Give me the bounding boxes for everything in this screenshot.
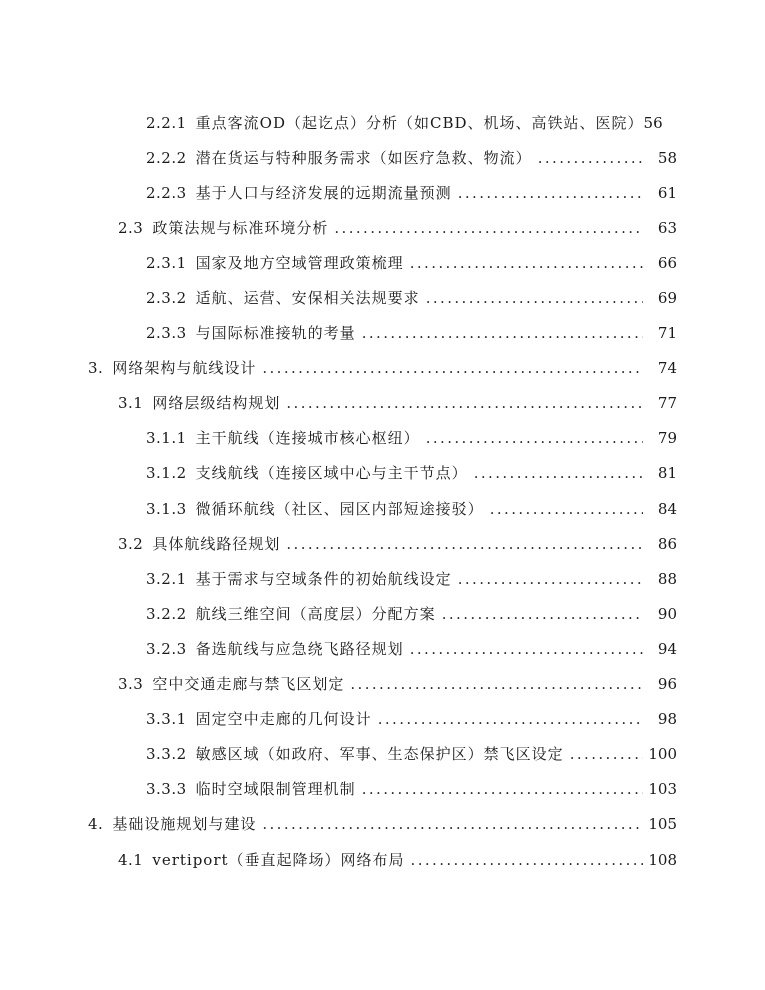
toc-entry-title: 临时空域限制管理机制 — [195, 780, 356, 799]
toc-entry-number: 3. — [88, 359, 104, 378]
toc-entry-title: 具体航线路径规划 — [152, 534, 281, 553]
toc-entry-number: 2.2.1 — [146, 113, 187, 132]
toc-entry-page-number: 84 — [657, 499, 677, 518]
toc-entry-page-number: 94 — [657, 639, 677, 658]
toc-entry[interactable] — [0, 421, 765, 456]
toc-entry-number: 3.2 — [118, 534, 144, 553]
toc-dot-leader — [378, 709, 643, 729]
toc-entry-title: 适航、运营、安保相关法规要求 — [195, 289, 420, 308]
toc-entry-page-number: 103 — [648, 780, 677, 799]
toc-entry-page-number: 77 — [657, 394, 677, 413]
toc-entry-page-number: 63 — [657, 218, 677, 237]
toc-entry-title: 敏感区域（如政府、军事、生态保护区）禁飞区设定 — [195, 745, 564, 764]
toc-entry-title: 空中交通走廊与禁飞区划定 — [152, 675, 345, 694]
toc-dot-leader — [362, 779, 643, 799]
toc-entry-page-number: 90 — [657, 604, 677, 623]
toc-entry[interactable] — [0, 631, 765, 666]
toc-entry-number: 3.2.2 — [146, 604, 187, 623]
toc-dot-leader — [362, 323, 643, 343]
toc-dot-leader — [570, 744, 643, 764]
toc-entry-title: 网络架构与航线设计 — [112, 359, 257, 378]
toc-entry[interactable] — [0, 737, 765, 772]
toc-entry-title: 固定空中走廊的几何设计 — [195, 710, 372, 729]
toc-entry-number: 3.3.1 — [146, 710, 187, 729]
toc-entry[interactable] — [0, 491, 765, 526]
toc-dot-leader — [410, 639, 643, 659]
toc-entry-number: 3.3.2 — [146, 745, 187, 764]
toc-entry[interactable] — [0, 456, 765, 491]
toc-entry-title: 国家及地方空域管理政策梳理 — [195, 253, 404, 272]
toc-entry[interactable] — [0, 561, 765, 596]
toc-entry-title: 微循环航线（社区、园区内部短途接驳） — [195, 499, 484, 518]
toc-entry-title: 与国际标准接轨的考量 — [195, 324, 356, 343]
toc-entry-number: 2.2.3 — [146, 183, 187, 202]
toc-entry-page-number: 81 — [657, 464, 677, 483]
toc-entry-page-number: 58 — [657, 148, 677, 167]
table-of-contents — [0, 105, 765, 877]
toc-entry-number: 4.1 — [118, 850, 144, 869]
toc-entry[interactable] — [0, 807, 765, 842]
toc-entry-number: 2.3.2 — [146, 289, 187, 308]
toc-entry-page-number: 74 — [657, 359, 677, 378]
toc-dot-leader — [490, 499, 643, 519]
toc-entry-number: 3.1.3 — [146, 499, 187, 518]
toc-entry-title: 备选航线与应急绕飞路径规划 — [195, 639, 404, 658]
toc-dot-leader — [262, 358, 643, 378]
toc-entry-title: 支线航线（连接区域中心与主干节点） — [195, 464, 468, 483]
toc-entry-page-number: 69 — [657, 289, 677, 308]
toc-dot-leader — [410, 253, 643, 273]
toc-entry-number: 3.3 — [118, 675, 144, 694]
toc-dot-leader — [442, 604, 643, 624]
toc-entry[interactable] — [0, 772, 765, 807]
toc-entry[interactable] — [0, 702, 765, 737]
toc-entry-page-number: 61 — [657, 183, 677, 202]
toc-entry-page-number: 100 — [648, 745, 677, 764]
toc-dot-leader — [458, 183, 643, 203]
toc-dot-leader — [458, 569, 643, 589]
toc-entry-title: 重点客流OD（起讫点）分析（如CBD、机场、高铁站、医院） — [195, 113, 644, 132]
toc-entry-title: 基础设施规划与建设 — [112, 815, 257, 834]
toc-entry[interactable] — [0, 175, 765, 210]
toc-entry[interactable] — [0, 596, 765, 631]
toc-entry-page-number: 98 — [657, 710, 677, 729]
toc-dot-leader — [426, 288, 643, 308]
toc-entry[interactable] — [0, 105, 765, 140]
toc-entry-title: 潜在货运与特种服务需求（如医疗急救、物流） — [195, 148, 532, 167]
toc-entry-title: 基于人口与经济发展的远期流量预测 — [195, 183, 452, 202]
toc-entry[interactable] — [0, 245, 765, 280]
toc-entry-page-number: 96 — [657, 675, 677, 694]
toc-entry[interactable] — [0, 280, 765, 315]
toc-dot-leader — [426, 428, 643, 448]
toc-entry-number: 3.2.3 — [146, 639, 187, 658]
toc-entry-title: 基于需求与空域条件的初始航线设定 — [195, 569, 452, 588]
toc-entry-page-number: 79 — [657, 429, 677, 448]
toc-entry-number: 4. — [88, 815, 104, 834]
toc-entry[interactable] — [0, 842, 765, 877]
toc-entry-page-number: 71 — [657, 324, 677, 343]
toc-entry-number: 3.2.1 — [146, 569, 187, 588]
toc-entry-number: 2.3.3 — [146, 324, 187, 343]
toc-entry[interactable] — [0, 210, 765, 245]
toc-entry-number: 2.2.2 — [146, 148, 187, 167]
toc-entry[interactable] — [0, 140, 765, 175]
toc-dot-leader — [286, 534, 643, 554]
toc-entry-page-number: 108 — [648, 850, 677, 869]
toc-dot-leader — [411, 850, 643, 870]
toc-entry-title: 主干航线（连接城市核心枢纽） — [195, 429, 420, 448]
toc-entry-title: 政策法规与标准环境分析 — [152, 218, 329, 237]
toc-entry-title: vertiport（垂直起降场）网络布局 — [152, 850, 405, 869]
toc-entry[interactable] — [0, 386, 765, 421]
toc-entry-page-number: 88 — [657, 569, 677, 588]
toc-dot-leader — [350, 674, 643, 694]
toc-entry-title: 航线三维空间（高度层）分配方案 — [195, 604, 436, 623]
toc-dot-leader — [474, 463, 643, 483]
toc-entry-page-number: 105 — [648, 815, 677, 834]
toc-entry-title: 网络层级结构规划 — [152, 394, 281, 413]
toc-entry[interactable] — [0, 526, 765, 561]
toc-dot-leader — [286, 393, 643, 413]
toc-entry-number: 3.1.2 — [146, 464, 187, 483]
toc-entry-number: 3.3.3 — [146, 780, 187, 799]
toc-dot-leader — [262, 814, 643, 834]
toc-entry-page-number: 86 — [657, 534, 677, 553]
toc-entry-number: 3.1.1 — [146, 429, 187, 448]
toc-entry-page-number: 56 — [643, 113, 663, 132]
toc-entry-page-number: 66 — [657, 253, 677, 272]
toc-entry-number: 3.1 — [118, 394, 144, 413]
toc-dot-leader — [538, 148, 643, 168]
toc-dot-leader — [334, 218, 643, 238]
toc-entry-number: 2.3 — [118, 218, 144, 237]
toc-entry-number: 2.3.1 — [146, 253, 187, 272]
toc-entry[interactable] — [0, 667, 765, 702]
toc-entry[interactable] — [0, 316, 765, 351]
toc-entry[interactable] — [0, 351, 765, 386]
